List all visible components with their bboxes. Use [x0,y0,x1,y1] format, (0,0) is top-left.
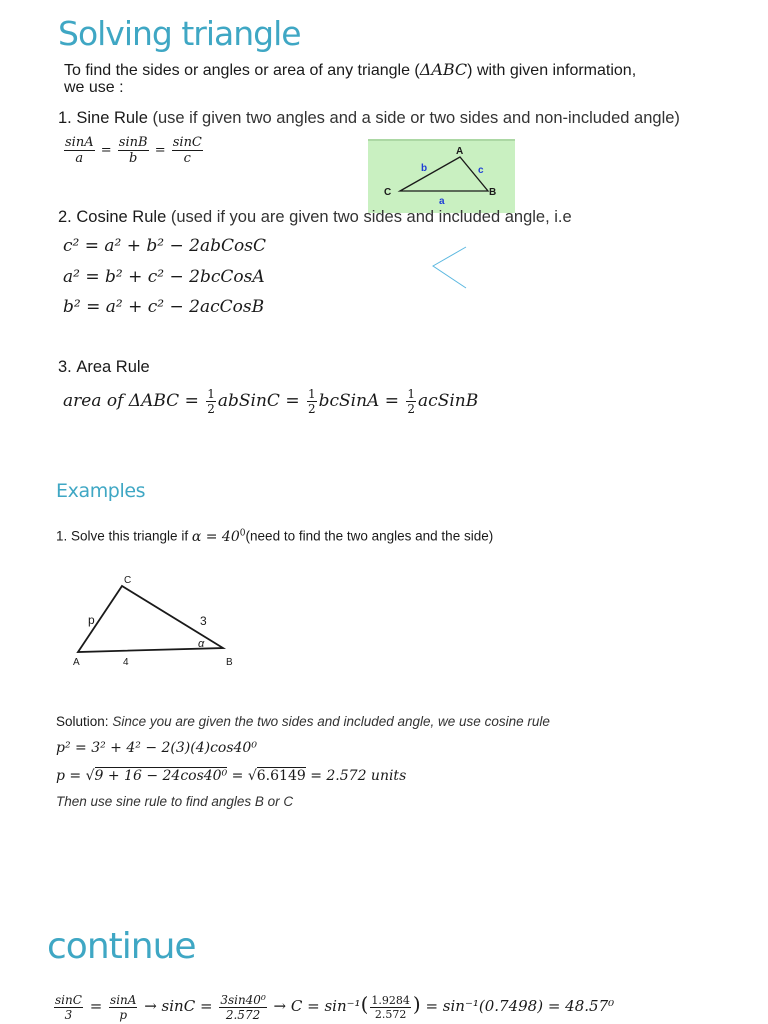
page-title: Solving triangle [58,14,301,53]
sine-fraction-c [172,136,203,165]
sine-rule-description: (use if given two angles and a side or two sides and non-included angle) [152,109,680,127]
solution-then: Then use sine rule to find angles B or C [56,794,294,809]
final-frac-1-num: sinC [55,992,82,1007]
sine-rule-name: Sine Rule [76,109,148,127]
final-arrow-1: → sinC = [144,997,213,1015]
final-arrow-2: → C = sin⁻¹ [273,997,361,1015]
final-frac-4 [370,995,411,1020]
cosine-rule-name: Cosine Rule [76,208,167,226]
solution-label: Solution [56,714,105,729]
radicand-1: 9 + 16 − 24cos40⁰ [94,768,228,784]
example-prompt-pre: 1. Solve this triangle if [56,528,189,544]
sine-rule-number: 1. [58,109,72,127]
half-num: 1 [307,387,316,401]
sine-frac-c-den: c [183,151,191,166]
sine-rule-heading [58,109,680,128]
ref-side-a: a [439,196,445,207]
ex-vertex-c: C [124,575,132,586]
right-paren: ) [412,992,421,1016]
sqrt-icon: √ [85,768,95,784]
final-tail: = sin⁻¹(0.7498) = 48.57⁰ [425,997,615,1015]
ex-side-3: 3 [200,614,207,628]
eq2-mid: = [227,768,248,784]
sine-frac-a-num: sinA [65,135,94,150]
half-den: 2 [407,402,416,416]
sine-frac-b-num: sinB [118,135,148,150]
final-frac-1 [54,994,83,1021]
final-frac-3 [219,994,266,1021]
ref-vertex-b: B [489,187,497,198]
cosine-equation-c: c² = a² + b² − 2abCosC [63,236,266,256]
ex-side-4: 4 [123,657,129,668]
eq2-rhs: = 2.572 units [305,768,407,784]
left-paren: ( [360,992,369,1016]
sine-frac-a-den: a [75,151,84,166]
half-num: 1 [207,387,215,401]
intro-delta-abc: ΔABC [419,60,468,79]
example-1-prompt [56,528,493,545]
area-term-3: acSinB [418,391,479,411]
sine-fraction-a [64,136,95,165]
area-prefix: area of ΔABC = [63,391,199,411]
solution-equation-2 [56,768,406,784]
sine-fraction-b [118,136,149,165]
example-triangle-figure [60,568,260,674]
half-fraction [307,388,317,415]
equals-sign: = [100,143,112,158]
area-term-1: abSinC = [217,391,300,411]
final-frac-2 [109,994,137,1021]
angle-mark-icon [430,244,470,292]
sine-rule-formula [62,136,205,165]
continue-heading: continue [47,926,196,967]
half-num: 1 [407,387,416,401]
triangle-reference-figure [368,139,515,213]
final-equation [52,992,614,1021]
alpha-eq: α = 40 [191,528,240,545]
final-frac-4-den: 2.572 [374,1007,407,1021]
solution-equation-1: p² = 3² + 4² − 2(3)(4)cos40⁰ [56,740,257,756]
cosine-rule-number: 2. [58,208,72,226]
area-rule-formula [63,388,478,415]
degree-sup: 0 [239,528,246,538]
cosine-rule-heading [58,208,572,227]
final-frac-3-num: 3sin40⁰ [220,992,266,1007]
radicand-2: 6.6149 [256,768,306,784]
half-den: 2 [307,402,316,416]
intro-text-pre: To find the sides or angles or area of any triangle ( [64,62,420,79]
final-frac-2-den: p [119,1007,128,1022]
ref-vertex-c: C [384,187,392,198]
intro-line-2: we use : [64,79,124,96]
ex-vertex-a: A [73,657,80,668]
eq2-lhs: p = [56,768,86,784]
cosine-equation-a: a² = b² + c² − 2bcCosA [63,267,265,287]
area-term-2: bcSinA = [318,391,399,411]
cosine-rule-description: (used if you are given two sides and included angle, i.e [170,208,572,226]
example-prompt-post: (need to find the two angles and the side) [245,528,494,544]
solution-line [56,714,550,729]
solution-text: Since you are given the two sides and included angle, we use cosine rule [112,714,550,729]
intro-text-post: ) with given information, [467,62,637,79]
final-frac-3-den: 2.572 [225,1007,261,1022]
final-equals: = [89,997,103,1015]
solution-colon: : [104,714,109,729]
half-den: 2 [207,402,215,416]
equals-sign: = [154,143,166,158]
sine-frac-b-den: b [129,151,138,166]
examples-heading: Examples [56,480,146,502]
intro-line-1 [64,60,636,80]
final-frac-1-den: 3 [64,1007,73,1022]
half-fraction [406,388,416,415]
area-rule-heading [58,358,150,377]
angle-mark-lines [433,247,466,288]
sine-frac-c-num: sinC [172,135,202,150]
ref-side-b: b [421,163,428,174]
ex-side-p: p [88,613,95,627]
final-frac-4-num: 1.9284 [371,993,410,1007]
area-rule-name: Area Rule [76,358,150,376]
cosine-equation-b: b² = a² + c² − 2acCosB [63,297,265,317]
ex-angle-alpha: α [198,638,205,650]
sqrt-icon: √ [247,768,257,784]
final-frac-2-num: sinA [110,992,137,1007]
ex-vertex-b: B [226,657,233,668]
alpha-value [192,529,246,545]
half-fraction [206,388,216,415]
ref-vertex-a: A [456,146,464,157]
ref-side-c: c [478,165,484,176]
area-rule-number: 3. [58,358,72,376]
